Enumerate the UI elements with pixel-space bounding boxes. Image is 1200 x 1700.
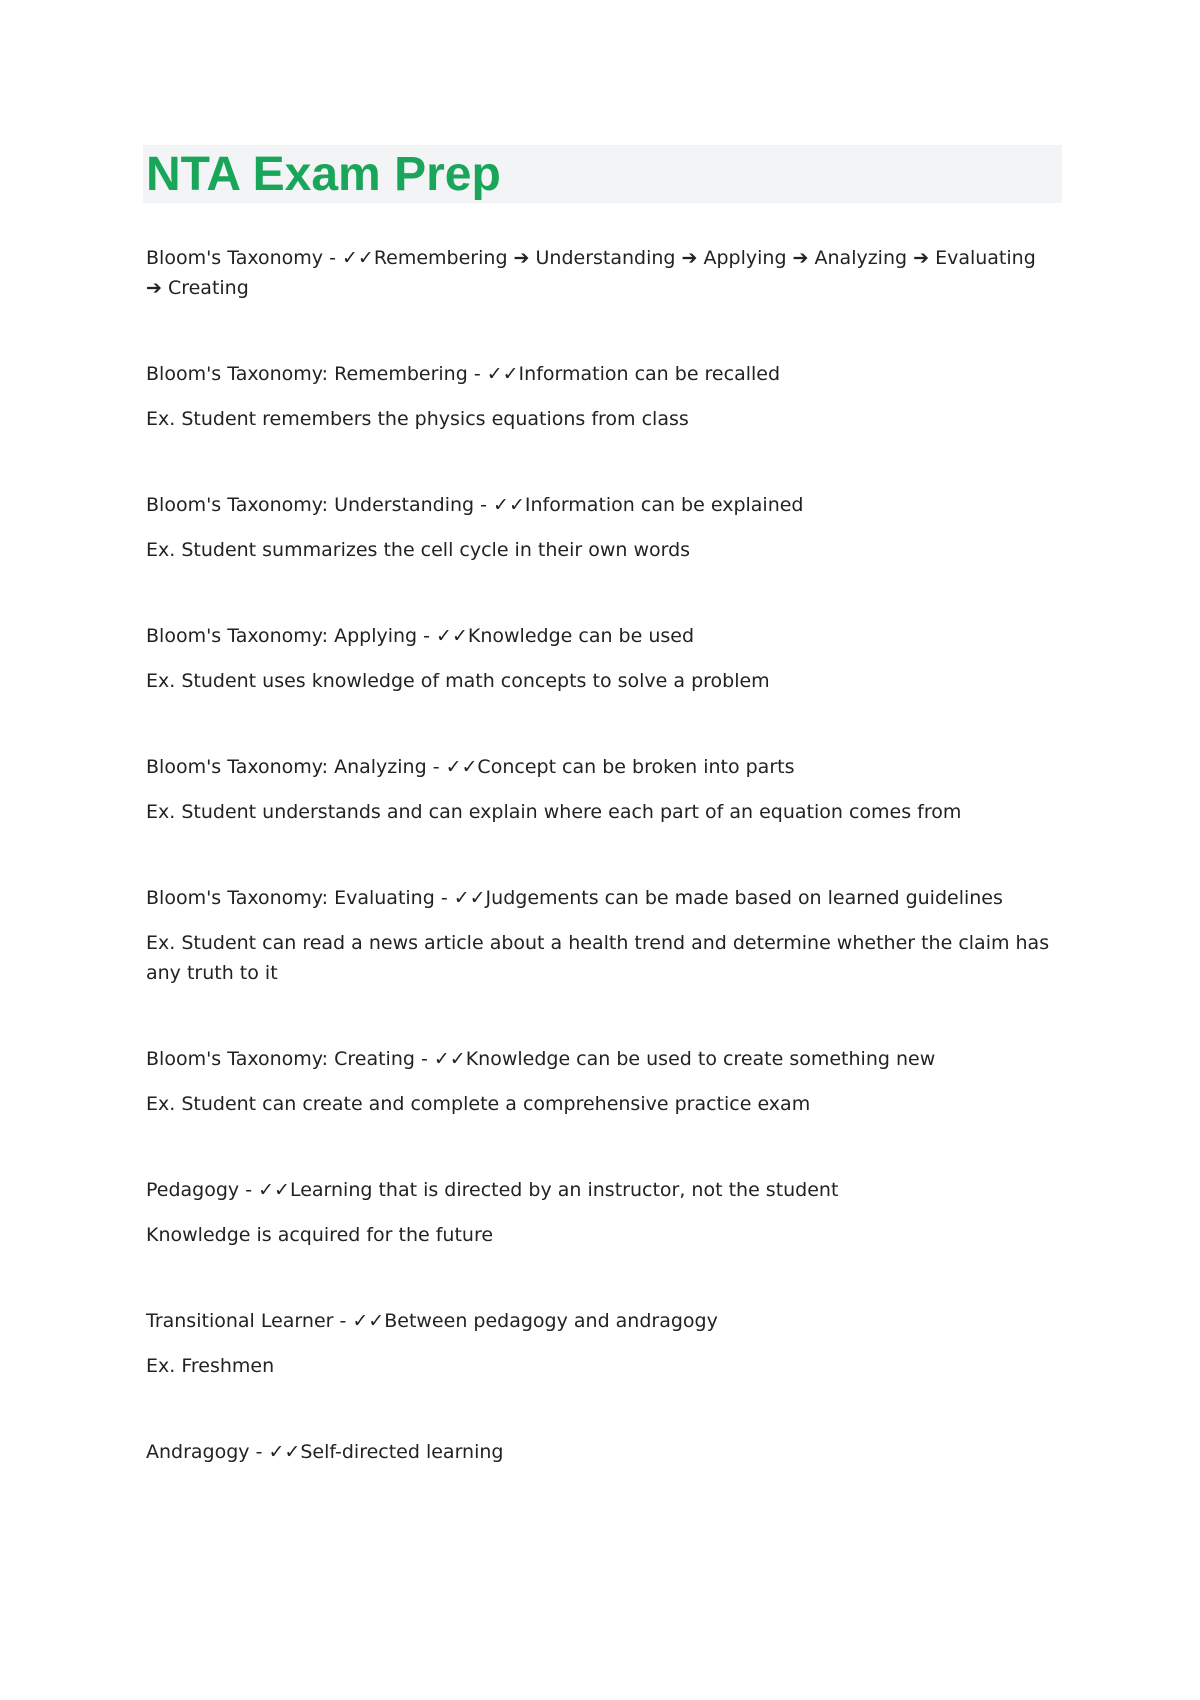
- example-line: Ex. Student summarizes the cell cycle in their own words: [146, 539, 691, 561]
- example-line: Ex. Student can create and complete a comprehensive practice exam: [146, 1093, 811, 1115]
- entry-blooms-taxonomy: [146, 243, 1056, 303]
- example-line: Ex. Student can read a news article about a health trend and determine whether the claim has any truth to it: [146, 932, 1050, 984]
- entry-pedagogy: [146, 1175, 1056, 1250]
- entry-understanding: [146, 490, 1056, 565]
- term-line: Andragogy - ✓✓Self-directed learning: [146, 1441, 504, 1463]
- entry-andragogy: [146, 1437, 1056, 1467]
- example-line: Ex. Student understands and can explain where each part of an equation comes from: [146, 801, 962, 823]
- entry-evaluating: [146, 883, 1056, 988]
- entry-remembering: [146, 359, 1056, 434]
- term-line: Bloom's Taxonomy: Creating - ✓✓Knowledge can be used to create something new: [146, 1048, 936, 1070]
- example-line: Ex. Student uses knowledge of math concepts to solve a problem: [146, 670, 770, 692]
- term-line: Bloom's Taxonomy - ✓✓Remembering ➔ Understanding ➔ Applying ➔ Analyzing ➔ Evaluating ➔ Creating: [146, 247, 1036, 299]
- entry-analyzing: [146, 752, 1056, 827]
- entry-creating: [146, 1044, 1056, 1119]
- document-title: NTA Exam Prep: [146, 148, 501, 201]
- term-line: Bloom's Taxonomy: Remembering - ✓✓Information can be recalled: [146, 363, 781, 385]
- example-line: Ex. Freshmen: [146, 1355, 275, 1377]
- term-line: Bloom's Taxonomy: Evaluating - ✓✓Judgements can be made based on learned guidelines: [146, 887, 1003, 909]
- term-line: Bloom's Taxonomy: Applying - ✓✓Knowledge can be used: [146, 625, 695, 647]
- term-line: Transitional Learner - ✓✓Between pedagogy and andragogy: [146, 1310, 718, 1332]
- entry-transitional-learner: [146, 1306, 1056, 1381]
- term-line: Pedagogy - ✓✓Learning that is directed by an instructor, not the student: [146, 1179, 839, 1201]
- term-line: Bloom's Taxonomy: Analyzing - ✓✓Concept can be broken into parts: [146, 756, 795, 778]
- entry-applying: [146, 621, 1056, 696]
- term-line: Bloom's Taxonomy: Understanding - ✓✓Information can be explained: [146, 494, 804, 516]
- example-line: Knowledge is acquired for the future: [146, 1224, 494, 1246]
- flashcard-list: [146, 243, 1056, 1523]
- example-line: Ex. Student remembers the physics equations from class: [146, 408, 689, 430]
